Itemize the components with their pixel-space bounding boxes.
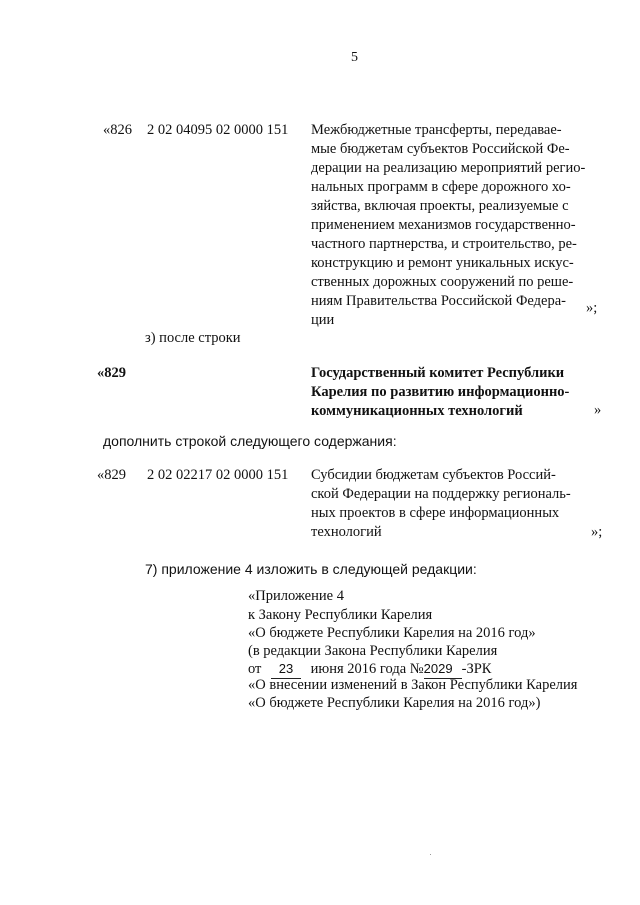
row-829-committee-name-line: коммуникационных технологий [311, 403, 523, 419]
row-826-description-line: применением механизмов государственно- [311, 217, 576, 233]
row-826-description-line: конструкцию и ремонт уникальных искус- [311, 255, 574, 271]
row-829-subsidy-budget-code: 2 02 02217 02 0000 151 [147, 467, 289, 483]
row-829-subsidy-description [311, 466, 589, 542]
law-number: 2029 [424, 659, 462, 679]
scan-speck [430, 854, 431, 855]
supplement-instruction: дополнить строкой следующего содержания: [103, 433, 397, 449]
row-829-committee-name-line: Карелия по развитию информационно- [311, 384, 570, 400]
appendix-title: «Приложение 4 [248, 588, 344, 604]
appendix-edition: (в редакции Закона Республики Карелия [248, 643, 498, 659]
row-826-description-line: зяйства, включая проекты, реализуемые с [311, 198, 569, 214]
row-829-committee-close: » [594, 402, 602, 418]
appendix-budget-title-close: «О бюджете Республики Карелия на 2016 год») [248, 695, 541, 711]
row-829-subsidy-description-line: ской Федерации на поддержку региональ- [311, 486, 571, 502]
row-826-description-line: Межбюджетные трансферты, передавае- [311, 122, 562, 138]
date-month-year: июня 2016 года № [310, 661, 424, 677]
row-829-subsidy-description-line: ных проектов в сфере информационных [311, 505, 560, 521]
law-number-suffix: -ЗРК [461, 661, 492, 677]
row-826-description-line: мые бюджетам субъектов Российской Фе- [311, 141, 570, 157]
row-826-description [311, 121, 589, 330]
date-day: 23 [271, 659, 301, 679]
appendix-budget-law: «О бюджете Республики Карелия на 2016 год» [248, 625, 536, 641]
row-826-description-line: нальных программ в сфере дорожного хо- [311, 179, 571, 195]
row-826-description-line: частного партнерства, и строительство, ре- [311, 236, 577, 252]
row-829-subsidy-close: »; [591, 524, 603, 540]
row-826-description-line: ции [311, 312, 335, 328]
row-829-subsidy-description-line: технологий [311, 524, 382, 540]
row-826-budget-code: 2 02 04095 02 0000 151 [147, 122, 289, 138]
row-826-code: «826 [103, 122, 132, 138]
item-7-text: 7) приложение 4 изложить в следующей редакции: [145, 561, 477, 577]
row-829-subsidy-code: «829 [97, 467, 126, 483]
row-826-close: »; [586, 300, 598, 316]
appendix-law-ref: к Закону Республики Карелия [248, 607, 433, 623]
row-829-committee-name [311, 364, 589, 421]
row-829-committee-code: «829 [97, 365, 126, 381]
item-z-text: з) после строки [145, 330, 241, 346]
appendix-amendment-title: «О внесении изменений в Закон Республики Карелия [248, 677, 578, 693]
row-826-description-line: ственных дорожных сооружений по реше- [311, 274, 574, 290]
row-829-committee-name-line: Государственный комитет Республики [311, 365, 565, 381]
row-829-subsidy-description-line: Субсидии бюджетам субъектов Россий- [311, 467, 556, 483]
date-from-label: от [248, 661, 262, 677]
page-number: 5 [351, 50, 358, 65]
row-826-description-line: дерации на реализацию мероприятий регио- [311, 160, 586, 176]
row-826-description-line: ниям Правительства Российской Федера- [311, 293, 566, 309]
